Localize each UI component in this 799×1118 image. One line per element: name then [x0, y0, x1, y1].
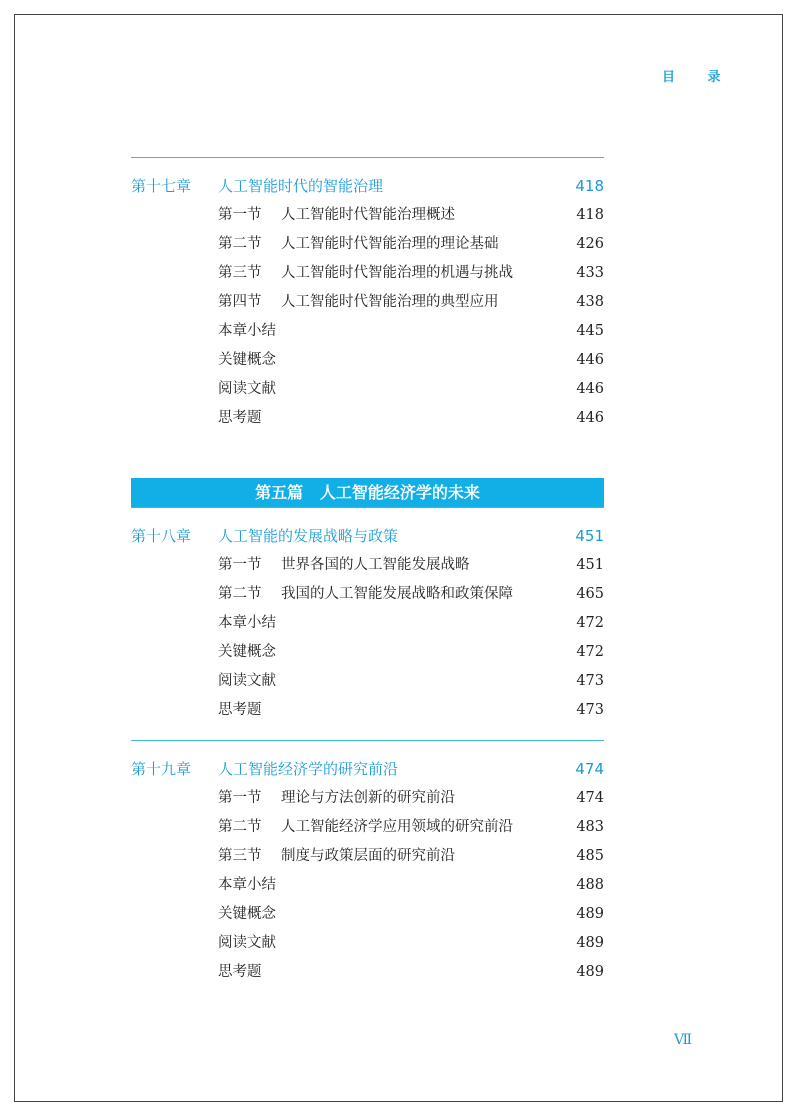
- chapter-page: 451: [575, 527, 604, 545]
- section-title: 人工智能经济学应用领域的研究前沿: [281, 819, 513, 835]
- section-title: 世界各国的人工智能发展战略: [281, 557, 470, 573]
- toc-entry[interactable]: [131, 842, 604, 871]
- section-title: 思考题: [218, 702, 262, 718]
- toc-entry[interactable]: [131, 259, 604, 288]
- section-title: 我国的人工智能发展战略和政策保障: [281, 586, 513, 602]
- section-title: 制度与政策层面的研究前沿: [281, 848, 455, 864]
- section-title: 思考题: [218, 410, 262, 426]
- chapter-number: 第十八章: [131, 527, 192, 545]
- section-title: 人工智能时代智能治理的理论基础: [281, 236, 499, 252]
- toc-entry[interactable]: [131, 404, 604, 433]
- section-title: 本章小结: [218, 323, 276, 339]
- section-page: 472: [576, 644, 604, 660]
- chapter-divider: [131, 157, 604, 158]
- section-title: 阅读文献: [218, 381, 276, 397]
- section-page: 418: [576, 207, 604, 223]
- toc-entry[interactable]: [131, 958, 604, 987]
- part-label: 第五篇: [255, 483, 304, 502]
- chapter-number: 第十九章: [131, 760, 192, 778]
- section-title: 人工智能时代智能治理的机遇与挑战: [281, 265, 513, 281]
- section-label: 第三节: [218, 848, 262, 864]
- section-page: 445: [576, 323, 604, 339]
- section-page: 489: [576, 935, 604, 951]
- toc-entry[interactable]: [131, 871, 604, 900]
- section-page: 488: [576, 877, 604, 893]
- toc-entry[interactable]: [131, 696, 604, 725]
- chapter-heading-row[interactable]: [131, 522, 604, 551]
- section-title: 本章小结: [218, 877, 276, 893]
- section-page: 446: [576, 410, 604, 426]
- section-page: 472: [576, 615, 604, 631]
- toc-entry[interactable]: [131, 609, 604, 638]
- part-title: 人工智能经济学的未来: [319, 483, 480, 502]
- toc-entry[interactable]: [131, 201, 604, 230]
- section-label: 第三节: [218, 265, 262, 281]
- chapter-page: 474: [575, 760, 604, 778]
- toc-entry[interactable]: [131, 900, 604, 929]
- chapter-number: 第十七章: [131, 177, 192, 195]
- toc-entry[interactable]: [131, 317, 604, 346]
- section-page: 446: [576, 352, 604, 368]
- section-page: 465: [576, 586, 604, 602]
- toc-entry[interactable]: [131, 784, 604, 813]
- section-page: 473: [576, 702, 604, 718]
- section-label: 第二节: [218, 819, 262, 835]
- toc-entry[interactable]: [131, 813, 604, 842]
- chapter-page: 418: [575, 177, 604, 195]
- section-title: 阅读文献: [218, 673, 276, 689]
- section-title: 阅读文献: [218, 935, 276, 951]
- section-title: 理论与方法创新的研究前沿: [281, 790, 455, 806]
- section-title: 思考题: [218, 964, 262, 980]
- section-title: 本章小结: [218, 615, 276, 631]
- chapter-divider: [131, 740, 604, 741]
- page-number: Ⅶ: [674, 1032, 693, 1048]
- section-page: 433: [576, 265, 604, 281]
- section-page: 483: [576, 819, 604, 835]
- toc-entry[interactable]: [131, 667, 604, 696]
- toc-entry[interactable]: [131, 580, 604, 609]
- section-title: 关键概念: [218, 644, 276, 660]
- toc-entry[interactable]: [131, 288, 604, 317]
- toc-entry[interactable]: [131, 551, 604, 580]
- chapter-divider: [131, 507, 604, 508]
- chapter-heading-row[interactable]: [131, 172, 604, 201]
- section-page: 451: [576, 557, 604, 573]
- section-page: 485: [576, 848, 604, 864]
- section-label: 第二节: [218, 586, 262, 602]
- toc-entry[interactable]: [131, 929, 604, 958]
- section-title: 人工智能时代智能治理概述: [281, 207, 455, 223]
- section-page: 489: [576, 906, 604, 922]
- section-label: 第二节: [218, 236, 262, 252]
- section-title: 关键概念: [218, 906, 276, 922]
- section-page: 489: [576, 964, 604, 980]
- section-label: 第一节: [218, 557, 262, 573]
- section-title: 人工智能时代智能治理的典型应用: [281, 294, 499, 310]
- toc-entry[interactable]: [131, 638, 604, 667]
- section-page: 473: [576, 673, 604, 689]
- section-page: 446: [576, 381, 604, 397]
- section-page: 474: [576, 790, 604, 806]
- chapter-title: 人工智能的发展战略与政策: [218, 527, 399, 545]
- toc-entry[interactable]: [131, 375, 604, 404]
- chapter-heading-row[interactable]: [131, 755, 604, 784]
- chapter-title: 人工智能经济学的研究前沿: [218, 760, 399, 778]
- section-title: 关键概念: [218, 352, 276, 368]
- part-banner: [131, 478, 604, 507]
- section-label: 第四节: [218, 294, 262, 310]
- toc-entry[interactable]: [131, 346, 604, 375]
- running-head: 目 录: [662, 70, 735, 85]
- chapter-title: 人工智能时代的智能治理: [218, 177, 384, 195]
- section-label: 第一节: [218, 207, 262, 223]
- toc-entry[interactable]: [131, 230, 604, 259]
- section-page: 426: [576, 236, 604, 252]
- section-label: 第一节: [218, 790, 262, 806]
- section-page: 438: [576, 294, 604, 310]
